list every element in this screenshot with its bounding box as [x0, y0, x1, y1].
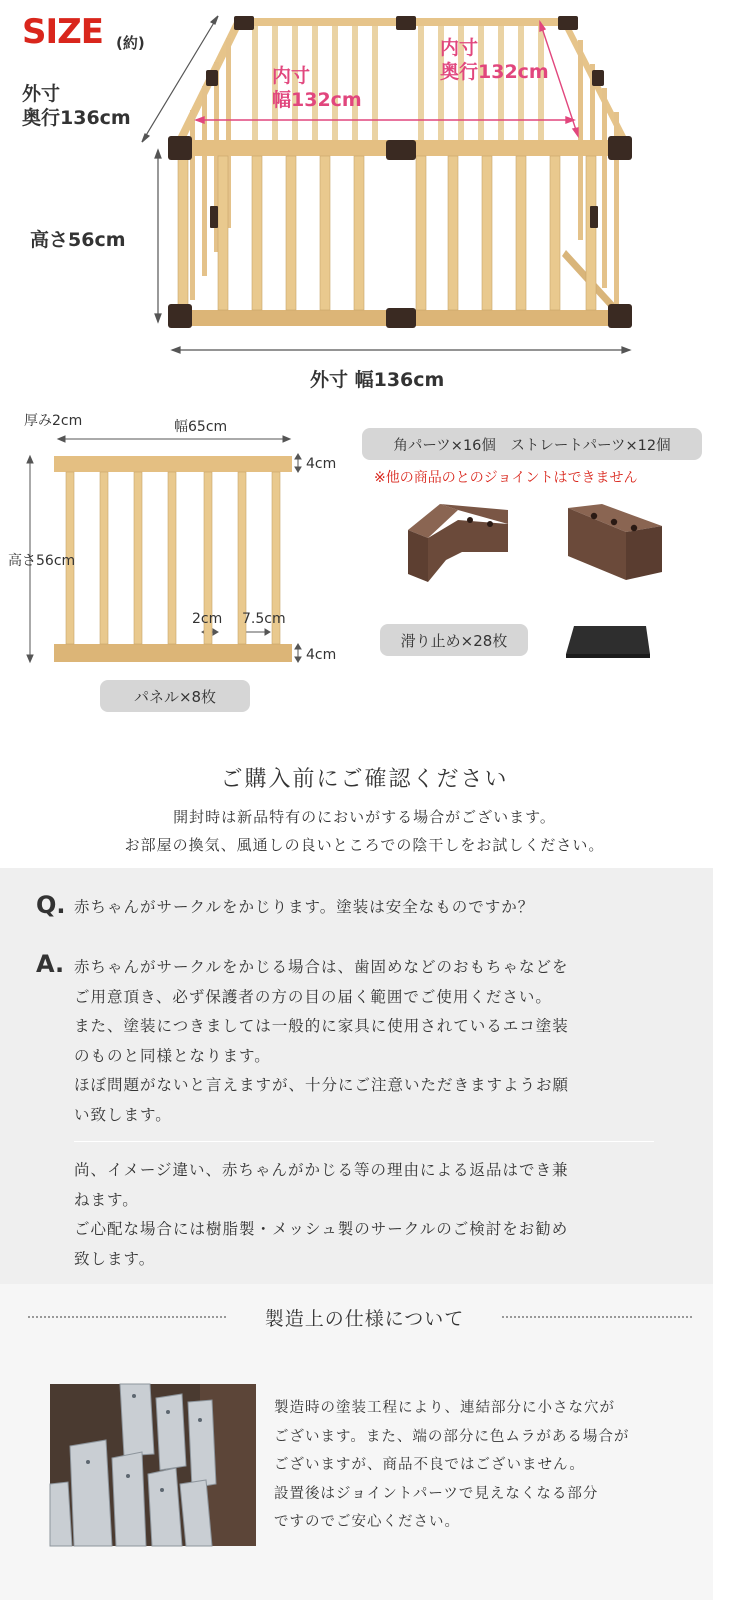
note-line: ご心配な場合には樹脂製・メッシュ製のサークルのご検討をお勧め [74, 1220, 569, 1238]
inner-depth-label-line2: 奥行132cm [440, 61, 549, 83]
answer-line: また、塗装につきましては一般的に家具に使用されているエコ塗装 [74, 1017, 569, 1035]
question-mark-label: Q. [36, 891, 66, 919]
height-label: 高さ56cm [30, 229, 126, 251]
outer-width-label: 外寸 幅136cm [310, 369, 445, 391]
answer-mark-label: A. [36, 950, 65, 978]
joint-parts-illustration [0, 490, 729, 690]
corner-part-image [408, 504, 508, 582]
inner-depth-label-line1: 内寸 [440, 37, 479, 59]
note-line: 尚、イメージ違い、赤ちゃんがかじる等の理由による返品はでき兼 [74, 1161, 569, 1179]
spec-line: ございますが、商品不良ではございません。 [274, 1457, 585, 1473]
spec-line: ございます。また、端の部分に色ムラがある場合が [274, 1428, 630, 1445]
answer-text [74, 953, 569, 1130]
outer-depth-label-line1: 外寸 [22, 83, 61, 105]
panel-count-badge: パネル×8枚 [100, 680, 250, 712]
bar-gap-label: 7.5cm [242, 611, 286, 627]
inner-width-label-line1: 内寸 [272, 65, 311, 87]
non-slip-pad-image [566, 626, 650, 658]
spec-heading: 製造上の仕様について [264, 1308, 465, 1330]
answer-line: ご用意頂き、必ず保護者の方の目の届く範囲でご使用ください。 [74, 987, 552, 1006]
non-slip-count-badge: 滑り止め×28枚 [380, 624, 528, 656]
answer-line: ほぼ問題がないと言えますが、十分にご注意いただきますようお願 [74, 1076, 570, 1094]
spec-line: ですのでご安心ください。 [274, 1514, 460, 1530]
notice-line-2: お部屋の換気、風通しの良いところでの陰干しをお試しください。 [124, 836, 605, 854]
inner-width-label-line2: 幅132cm [272, 89, 362, 111]
answer-line: のものと同様となります。 [74, 1046, 271, 1065]
answer-line: 赤ちゃんがサークルをかじる場合は、歯固めなどのおもちゃなどを [74, 958, 569, 976]
notice-line-1: 開封時は新品特有のにおいがする場合がございます。 [173, 808, 556, 826]
notice-heading: ご購入前にご確認ください [220, 767, 509, 792]
bottom-rail-label: 4cm [306, 647, 337, 663]
faq-divider [74, 1141, 654, 1142]
note-line: 致します。 [74, 1249, 156, 1268]
bar-width-label: 2cm [192, 611, 223, 627]
thickness-label: 厚み2cm [24, 413, 83, 429]
parts-count-badge: 角パーツ×16個 ストレートパーツ×12個 [362, 428, 702, 460]
spec-line: 設置後はジョイントパーツで見えなくなる部分 [274, 1485, 599, 1502]
straight-part-image [568, 504, 662, 580]
answer-line: い致します。 [74, 1105, 172, 1124]
size-title: SIZE [22, 12, 104, 52]
panel-width-label: 幅65cm [174, 419, 228, 435]
spec-text [274, 1394, 629, 1537]
spec-line: 製造時の塗装工程により、連結部分に小さな穴が [274, 1400, 615, 1416]
size-approx-label: (約) [116, 34, 145, 52]
panel-height-label: 高さ56cm [8, 553, 76, 569]
outer-depth-label-line2: 奥行136cm [22, 107, 131, 129]
return-note-text [74, 1156, 569, 1274]
joint-warning-text: ※他の商品のとのジョイントはできません [374, 470, 638, 486]
joint-holes-photo [50, 1384, 256, 1546]
question-text: 赤ちゃんがサークルをかじります。塗装は安全なものですか？ [74, 898, 535, 916]
note-line: ねます。 [74, 1190, 139, 1209]
top-rail-label: 4cm [306, 456, 337, 472]
playpen-illustration [0, 0, 729, 400]
